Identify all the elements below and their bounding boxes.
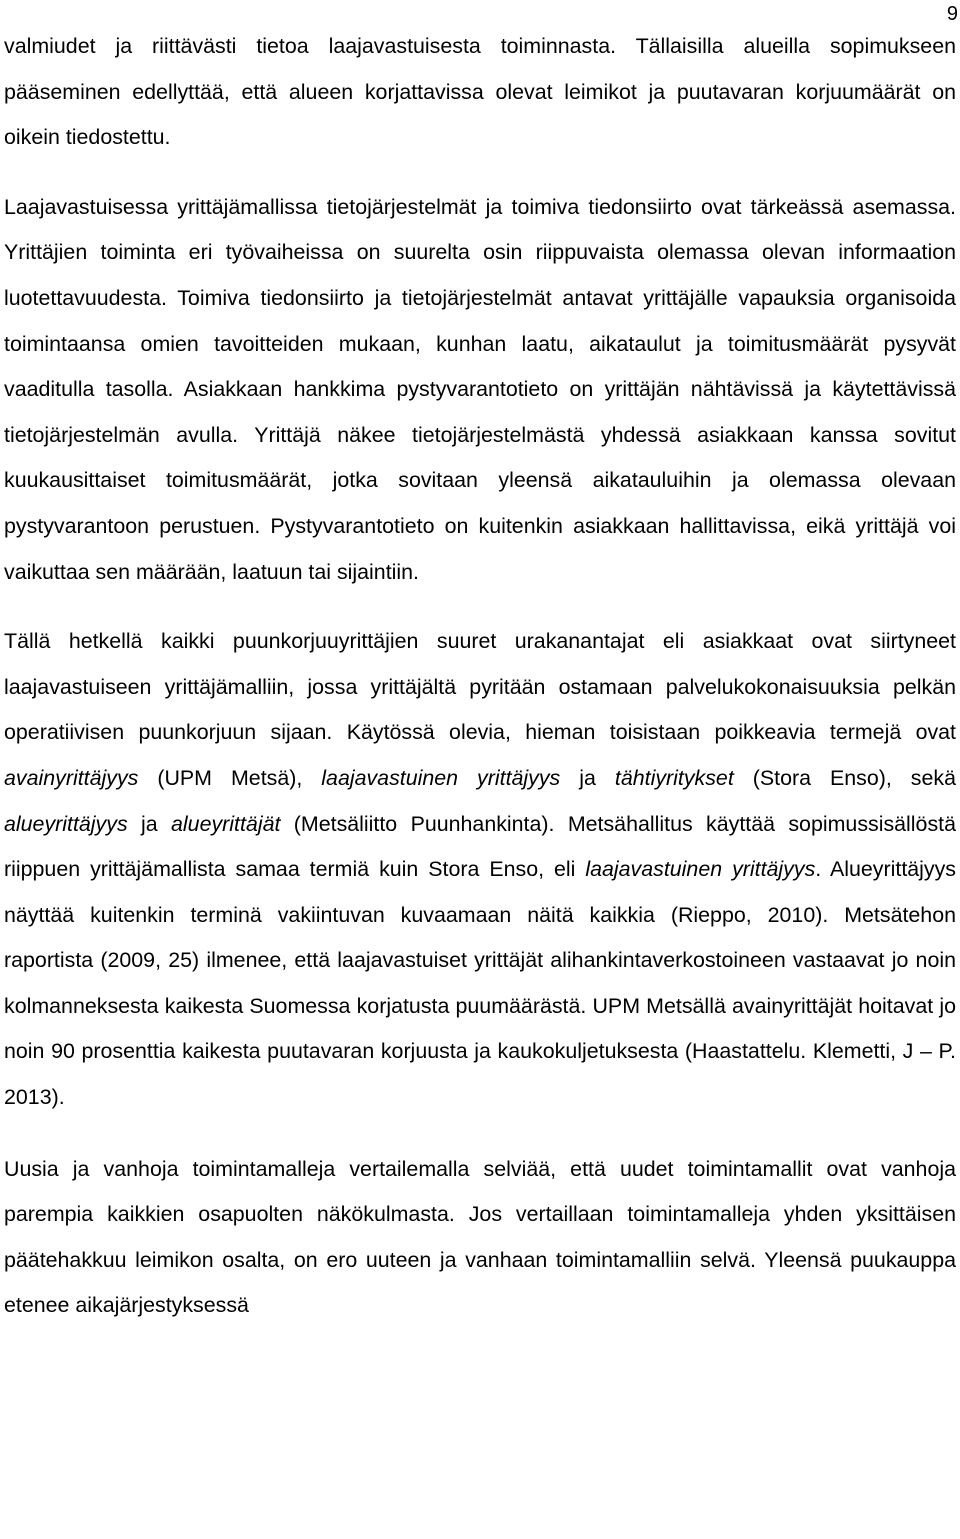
italic-term: alueyrittäjyys	[4, 811, 128, 836]
italic-term: laajavastuinen yrittäjyys	[321, 765, 561, 790]
text-segment: ja	[127, 811, 172, 836]
paragraph-gap	[4, 161, 956, 185]
text-segment: Tällä hetkellä kaikki puunkorjuuyrittäjien suuret urakanantajat eli asiakkaat ovat siirtyneet laajavastuiseen yrittäjämalliin, jossa yrittäjältä pyritään ostamaan palvelukokonaisuuksia pelkän operatiivisen puunkorjuun sijaan. Käytössä olevia, hieman toisistaan poikkeavia termejä ovat	[4, 629, 956, 745]
text-segment: (Stora Enso), sekä	[733, 765, 956, 790]
text-segment: (UPM Metsä),	[138, 765, 322, 790]
text-segment: (Metsäliitto Puunhankinta). Metsähallitus käyttää sopimussisällöstä riippuen yrittäjämallista samaa termiä kuin Stora Enso, eli	[4, 811, 956, 882]
paragraph-2	[4, 185, 956, 595]
paragraph-1	[4, 24, 956, 161]
paragraph-gap	[4, 1121, 956, 1147]
text-segment: ja	[560, 765, 615, 790]
text-segment: . Alueyrittäjyys näyttää kuitenkin terminä vakiintuvan kuvaamaan näitä kaikkia (Rieppo, 2010). Metsätehon raportista (2009, 25) ilmenee, että laajavastuiset yrittäjät alihankintaverkostoineen vastaavat jo noin kolmanneksesta kaikesta Suomessa korjatusta puumäärästä. UPM Metsällä avainyrittäjät hoitavat jo noin 90 prosenttia kaikesta puutavaran korjuusta ja kaukokuljetuksesta (Haastattelu. Klemetti, J – P. 2013).	[4, 857, 957, 1110]
italic-term: laajavastuinen yrittäjyys	[585, 857, 816, 882]
italic-term: tähtiyritykset	[614, 765, 734, 790]
paragraph-3	[4, 619, 956, 1121]
page-number: 9	[946, 3, 958, 25]
italic-term: alueyrittäjät	[171, 811, 281, 836]
text-segment: Uusia ja vanhoja toimintamalleja vertailemalla selviää, että uudet toimintamallit ovat vanhoja parempia kaikkien osapuolten näkökulmasta. Jos vertaillaan toimintamalleja yhden yksittäisen päätehakkuu leimikon osalta, on ero uuteen ja vanhaan toimintamalliin selvä. Yleensä puukauppa etenee aikajärjestyksessä	[4, 1156, 956, 1318]
italic-term: avainyrittäjyys	[4, 765, 139, 790]
paragraph-gap	[4, 595, 956, 619]
paragraph-4	[4, 1147, 956, 1329]
text-segment: valmiudet ja riittävästi tietoa laajavastuisesta toiminnasta. Tällaisilla alueilla sopimukseen pääseminen edellyttää, että alueen korjattavissa olevat leimikot ja puutavaran korjuumäärät on oikein tiedostettu.	[4, 34, 956, 150]
document-body	[4, 24, 956, 1329]
text-segment: Laajavastuisessa yrittäjämallissa tietojärjestelmät ja toimiva tiedonsiirto ovat tärkeässä asemassa. Yrittäjien toiminta eri työvaiheissa on suurelta osin riippuvaista olemassa olevan informaation luotettavuudesta. Toimiva tiedonsiirto ja tietojärjestelmät antavat yrittäjälle vapauksia organisoida toimintaansa omien tavoitteiden mukaan, kunhan laatu, aikataulut ja toimitusmäärät pysyvät vaaditulla tasolla. Asiakkaan hankkima pystyvarantotieto on yrittäjän nähtävissä ja käytettävissä tietojärjestelmän avulla. Yrittäjä näkee tietojärjestelmästä yhdessä asiakkaan kanssa sovitut kuukausittaiset toimitusmäärät, jotka sovitaan yleensä aikatauluihin ja olemassa olevaan pystyvarantoon perustuen. Pystyvarantotieto on kuitenkin asiakkaan hallittavissa, eikä yrittäjä voi vaikuttaa sen määrään, laatuun tai sijaintiin.	[4, 194, 956, 584]
